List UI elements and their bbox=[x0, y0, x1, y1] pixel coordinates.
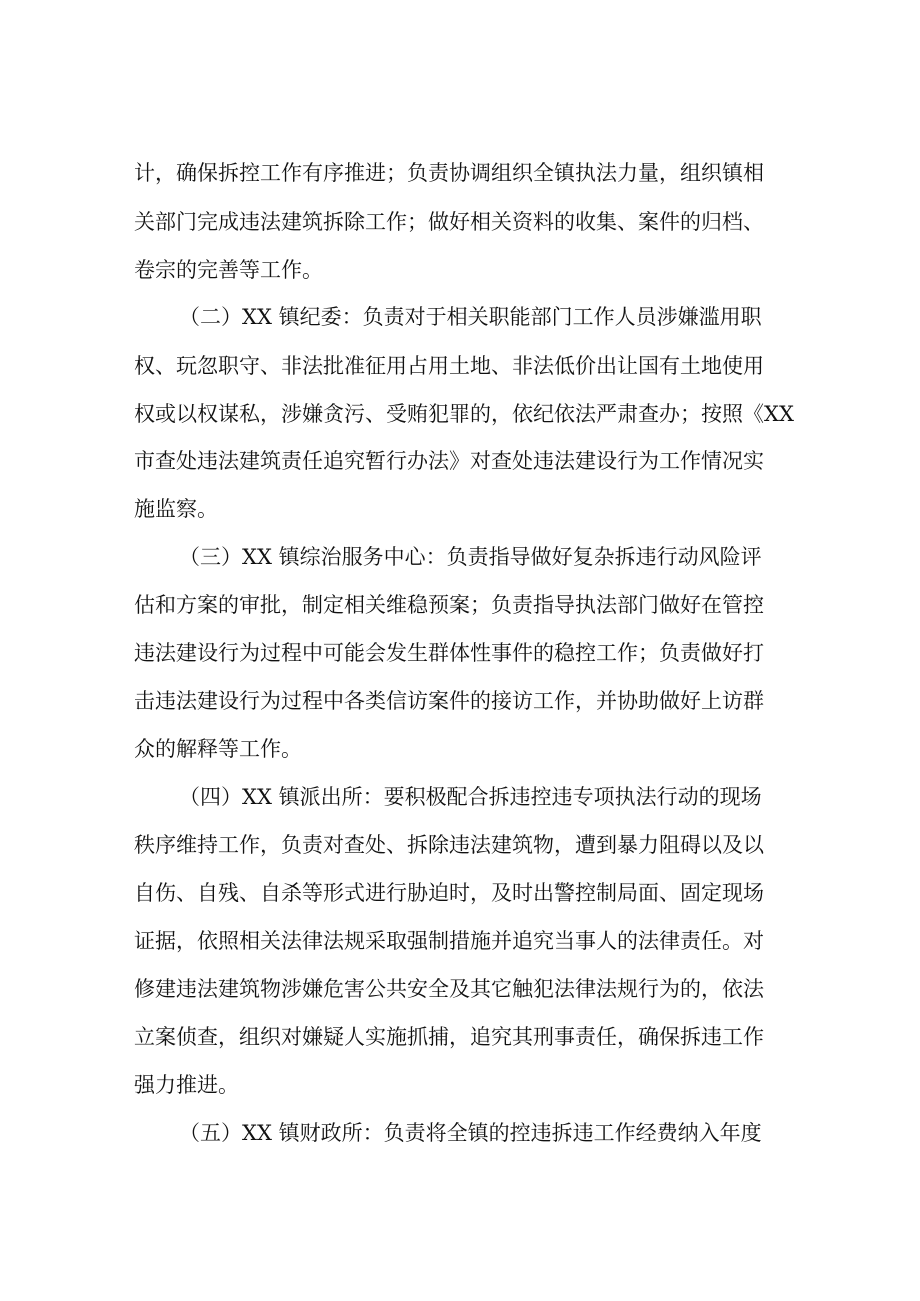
paragraph-start-line: （二）XX 镇纪委：负责对于相关职能部门工作人员涉嫌滥用职 bbox=[179, 305, 762, 329]
text-line: 权、玩忽职守、非法批准征用占用土地、非法低价出让国有土地使用 bbox=[134, 354, 764, 378]
text-line: 关部门完成违法建筑拆除工作；做好相关资料的收集、案件的归档、 bbox=[134, 210, 764, 234]
text-line: 自伤、自残、自杀等形式进行胁迫时，及时出警控制局面、固定现场 bbox=[134, 881, 764, 905]
text-line: 修建违法建筑物涉嫌危害公共安全及其它触犯法律法规行为的，依法 bbox=[134, 977, 764, 1001]
paragraph-start-line: （五）XX 镇财政所：负责将全镇的控违拆违工作经费纳入年度 bbox=[179, 1121, 762, 1145]
text-line: 立案侦查，组织对嫌疑人实施抓捕，追究其刑事责任，确保拆违工作 bbox=[134, 1025, 764, 1049]
text-line: 击违法建设行为过程中各类信访案件的接访工作，并协助做好上访群 bbox=[134, 689, 764, 713]
text-line: 强力推进。 bbox=[134, 1073, 239, 1097]
paragraph-start-line: （四）XX 镇派出所：要积极配合拆违控违专项执法行动的现场 bbox=[179, 785, 762, 809]
text-line: 估和方案的审批，制定相关维稳预案；负责指导执法部门做好在管控 bbox=[134, 593, 764, 617]
text-line: 众的解释等工作。 bbox=[134, 737, 302, 761]
text-line: 秩序维持工作，负责对查处、拆除违法建筑物，遭到暴力阻碍以及以 bbox=[134, 833, 764, 857]
paragraph-start-line: （三）XX 镇综治服务中心：负责指导做好复杂拆违行动风险评 bbox=[179, 545, 762, 569]
text-line: 权或以权谋私，涉嫌贪污、受贿犯罪的，依纪依法严肃查办；按照《XX bbox=[134, 402, 794, 426]
text-line: 计，确保拆控工作有序推进；负责协调组织全镇执法力量，组织镇相 bbox=[134, 161, 764, 185]
text-line: 证据，依照相关法律法规采取强制措施并追究当事人的法律责任。对 bbox=[134, 929, 764, 953]
text-line: 市查处违法建筑责任追究暂行办法》对查处违法建设行为工作情况实 bbox=[134, 449, 764, 473]
text-line: 卷宗的完善等工作。 bbox=[134, 258, 323, 282]
text-line: 施监察。 bbox=[134, 497, 218, 521]
text-line: 违法建设行为过程中可能会发生群体性事件的稳控工作；负责做好打 bbox=[134, 641, 764, 665]
